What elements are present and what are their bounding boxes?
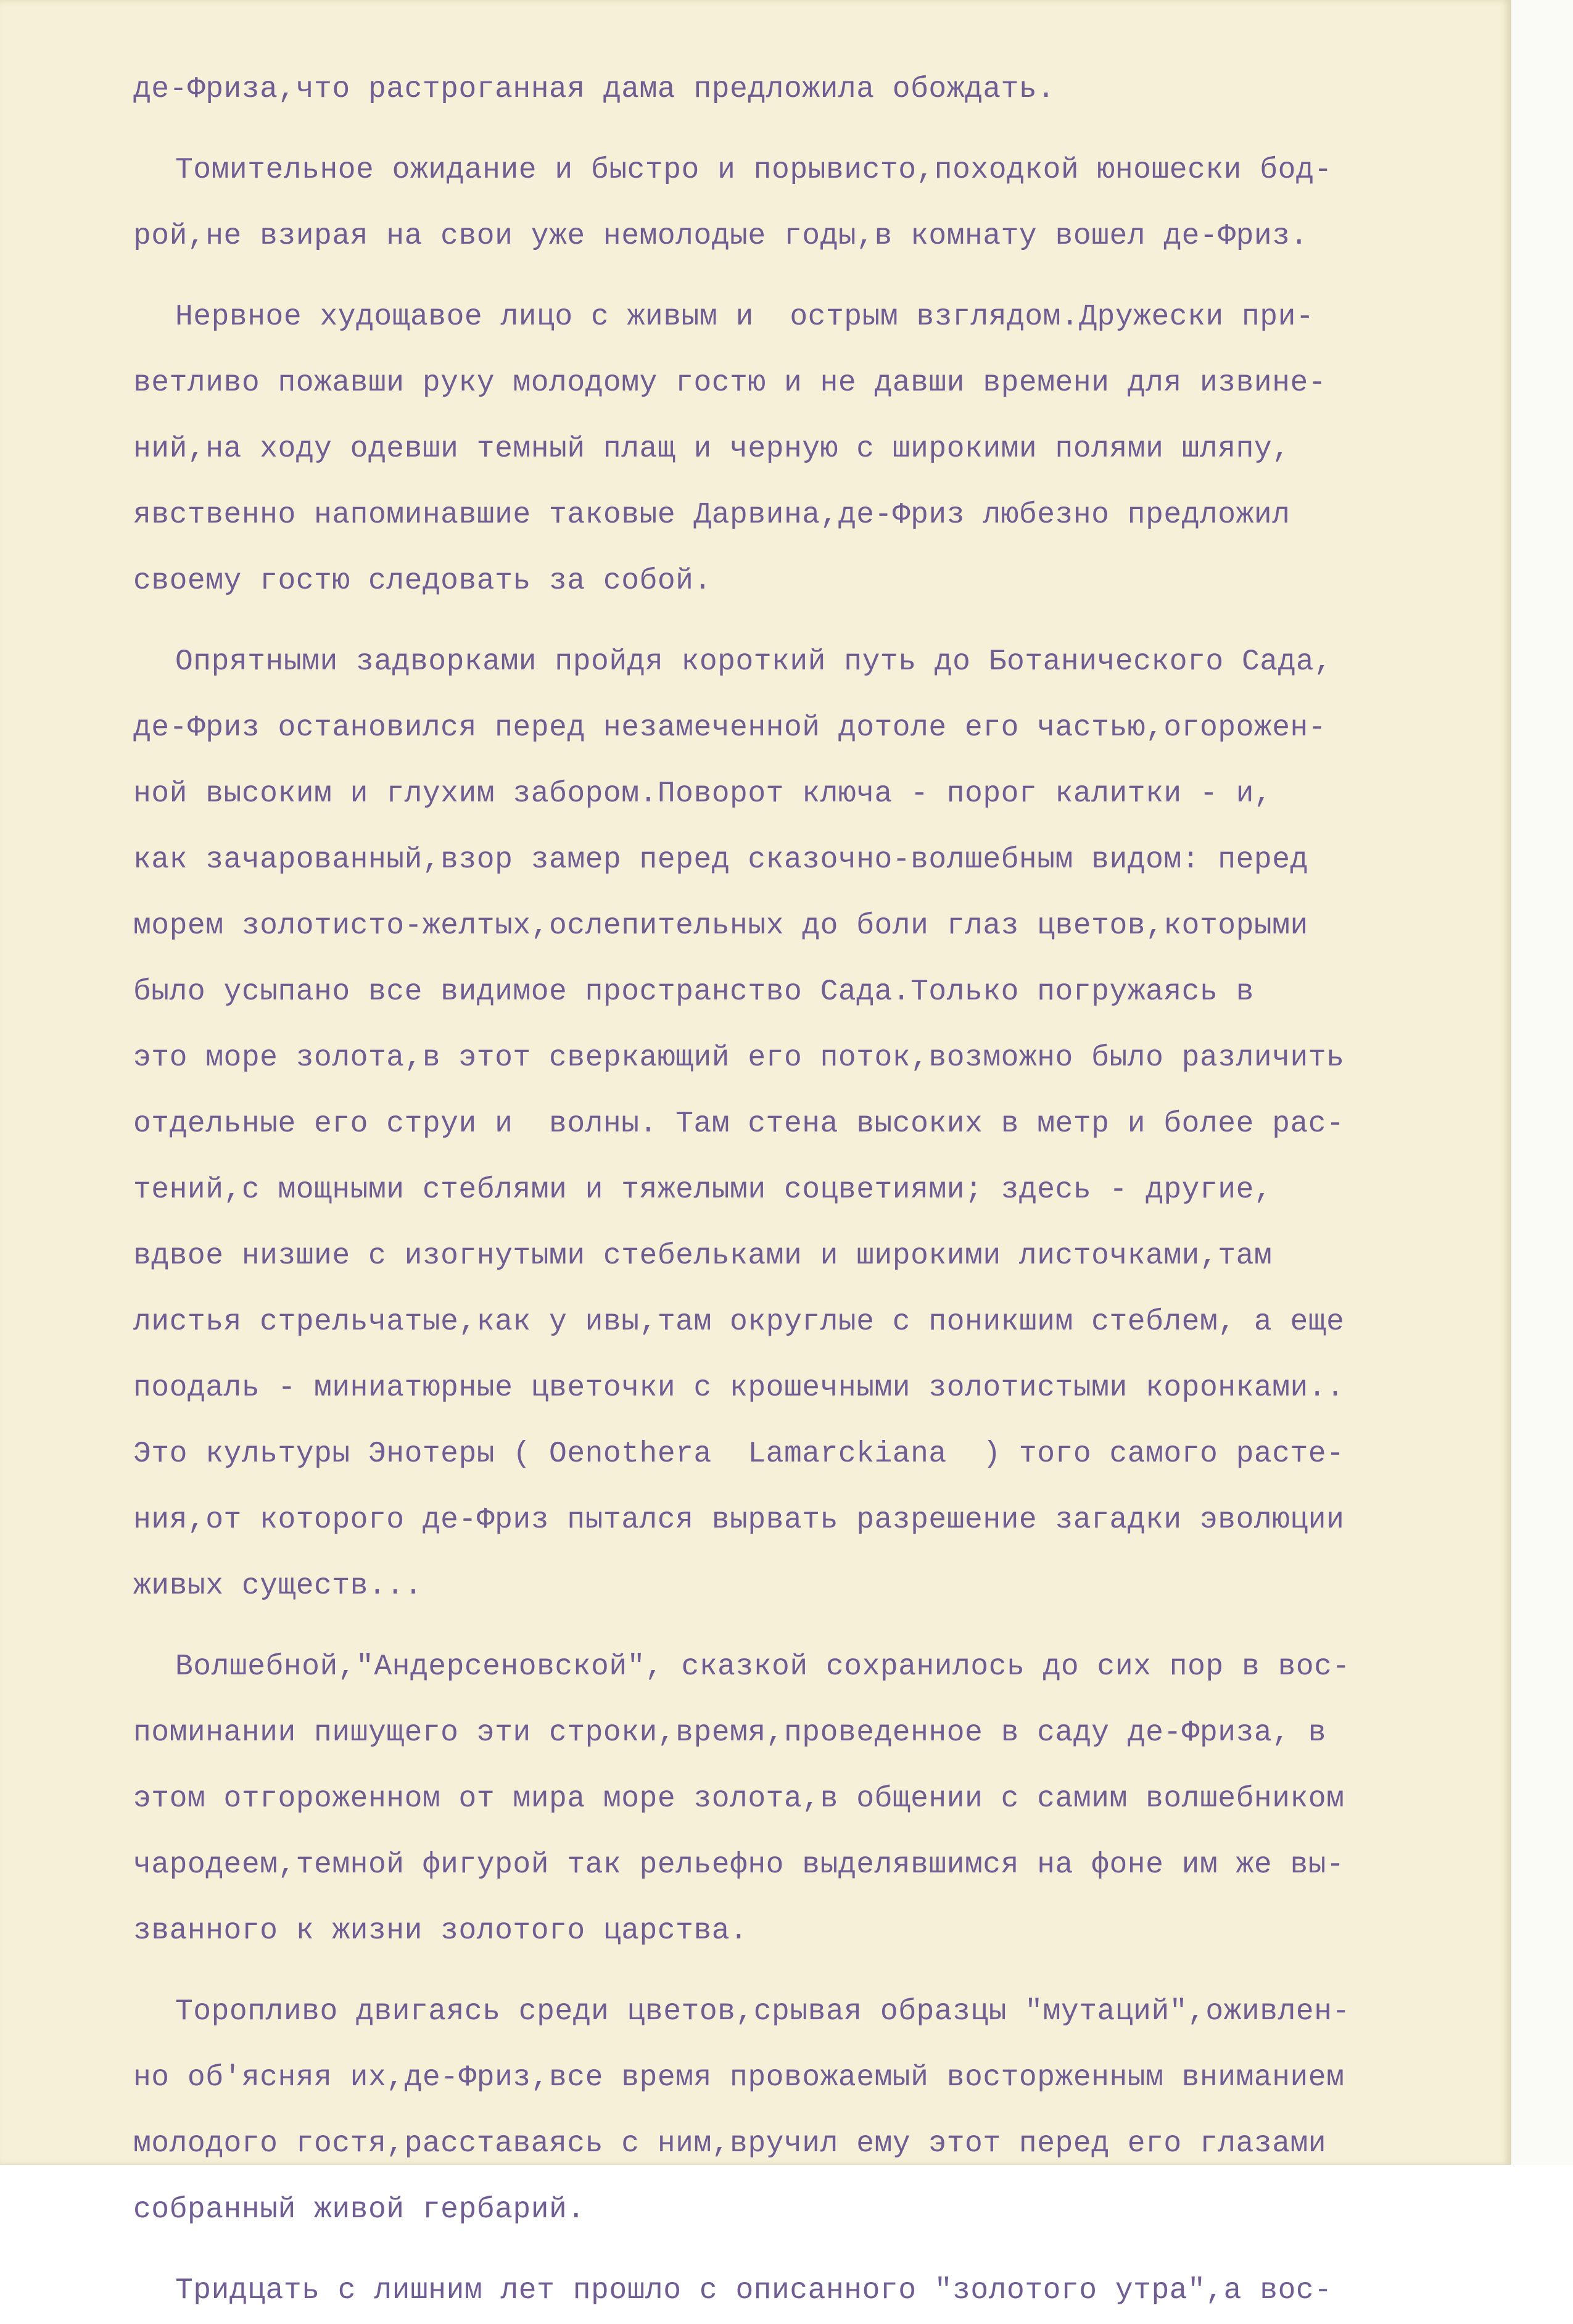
text-line: это море золота,в этот сверкающий его поток,возможно было различить: [133, 1041, 1345, 1075]
text-line: поодаль - миниатюрные цветочки с крошечными золотистыми коронками..: [133, 1371, 1345, 1405]
text-line: чародеем,темной фигурой так рельефно выделявшимся на фоне им же вы-: [133, 1848, 1345, 1882]
text-line: собранный живой гербарий.: [133, 2193, 585, 2227]
text-line: своему гостю следовать за собой.: [133, 564, 712, 598]
text-line: листья стрельчатые,как у ивы,там округлые с поникшим стеблем, а еще: [133, 1305, 1345, 1339]
paragraph-gap: [133, 123, 1515, 138]
text-line: вдвое низшие с изогнутыми стебельками и широкими листочками,там: [133, 1239, 1273, 1273]
text-line: званного к жизни золотого царства.: [133, 1914, 748, 1948]
text-line: рой,не взирая на свои уже немолодые годы,в комнату вошел де-Фриз.: [133, 220, 1308, 253]
text-line: Тридцать с лишним лет прошло с описанного "золотого утра",а вос-: [175, 2274, 1332, 2307]
text-line: Это культуры Энотеры ( Oenothera Lamarckiana ) того самого расте-: [133, 1437, 1345, 1471]
text-line: но об'ясняя их,де-Фриз,все время провожаемый восторженным вниманием: [133, 2061, 1345, 2094]
paragraph: [133, 1634, 1515, 1964]
paragraph-gap: [133, 614, 1515, 629]
text-line: явственно напоминавшие таковые Дарвина,де-Фриз любезно предложил: [133, 498, 1290, 532]
paragraph: [133, 57, 1515, 123]
paragraph: [133, 138, 1515, 270]
text-line: ветливо пожавши руку молодому гостю и не давши времени для извине-: [133, 366, 1327, 400]
text-line: было усыпано все видимое пространство Сада.Только погружаясь в: [133, 975, 1254, 1009]
text-line: ний,на ходу одевши темный плащ и черную с широкими полями шляпу,: [133, 432, 1290, 466]
paragraph-gap: [133, 270, 1515, 284]
text-line: де-Фриза,что растроганная дама предложила обождать.: [133, 73, 1055, 106]
paragraph: [133, 284, 1515, 614]
paragraph: [133, 1979, 1515, 2243]
text-line: поминании пишущего эти строки,время,проведенное в саду де-Фриза, в: [133, 1716, 1327, 1750]
text-line: морем золотисто-желтых,ослепительных до боли глаз цветов,которыми: [133, 909, 1308, 943]
paragraph-gap: [133, 2243, 1515, 2258]
text-line: тений,с мощными стеблями и тяжелыми соцветиями; здесь - другие,: [133, 1173, 1273, 1207]
text-line: Волшебной,"Андерсеновской", сказкой сохранилось до сих пор в вос-: [175, 1650, 1350, 1684]
text-line: де-Фриз остановился перед незамеченной дотоле его частью,огорожен-: [133, 711, 1327, 745]
text-line: ной высоким и глухим забором.Поворот ключа - порог калитки - и,: [133, 777, 1273, 811]
text-line: этом отгороженном от мира море золота,в общении с самим волшебником: [133, 1782, 1345, 1816]
text-line: как зачарованный,взор замер перед сказочно-волшебным видом: перед: [133, 843, 1308, 877]
paragraph-gap: [133, 1964, 1515, 1979]
text-line: ния,от которого де-Фриз пытался вырвать разрешение загадки эволюции: [133, 1503, 1345, 1537]
paragraph-gap: [133, 1619, 1515, 1634]
text-line: Торопливо двигаясь среди цветов,срывая образцы "мутаций",оживлен-: [175, 1995, 1350, 2028]
paragraph: [133, 2258, 1515, 2324]
text-line: отдельные его струи и волны. Там стена высоких в метр и более рас-: [133, 1107, 1345, 1141]
scan-background-strip: [1510, 0, 1573, 2165]
text-line: Нервное худощавое лицо с живым и острым взглядом.Дружески при-: [175, 300, 1315, 334]
text-line: живых существ...: [133, 1569, 423, 1603]
typewritten-text: [133, 57, 1515, 2324]
text-line: Томительное ожидание и быстро и порывисто,походкой юношески бод-: [175, 154, 1332, 187]
text-line: молодого гостя,расставаясь с ним,вручил ему этот перед его глазами: [133, 2127, 1327, 2161]
paragraph: [133, 629, 1515, 1619]
text-line: Опрятными задворками пройдя короткий путь до Ботанического Сада,: [175, 645, 1332, 679]
